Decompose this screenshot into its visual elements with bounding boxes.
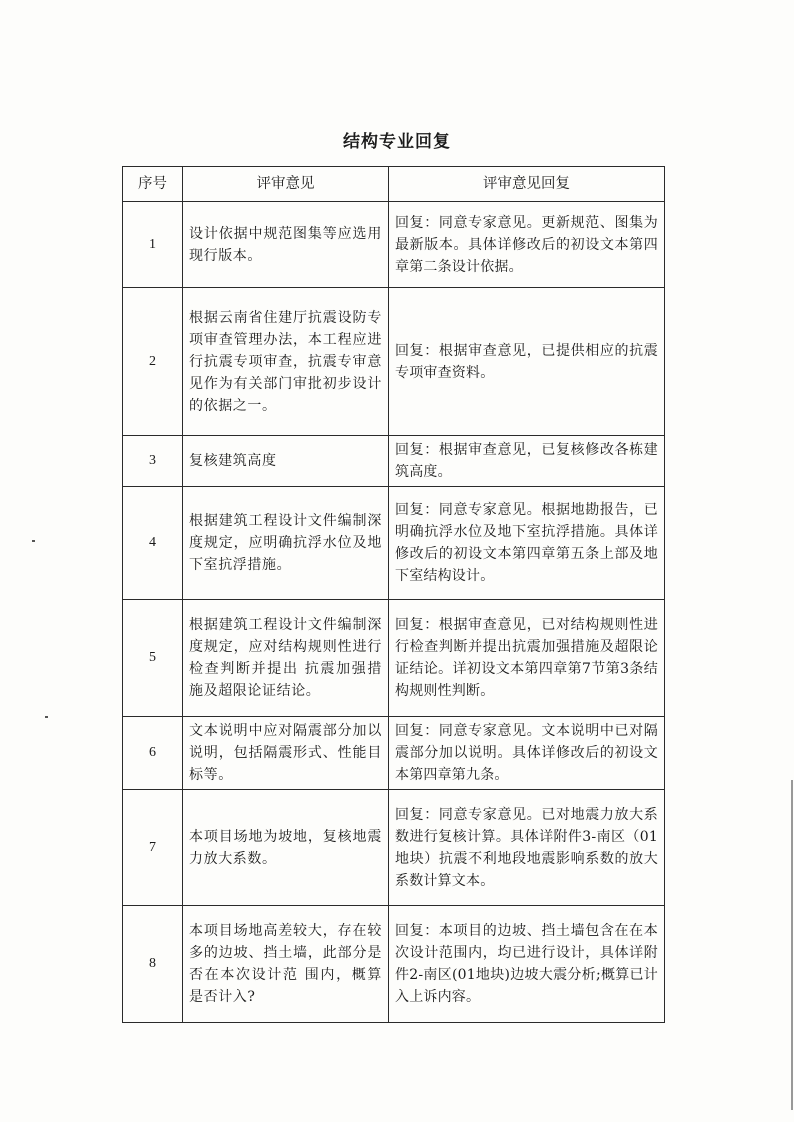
row-number: 3 (123, 436, 183, 487)
table-row (123, 717, 665, 790)
row-number: 5 (123, 600, 183, 717)
header-reply: 评审意见回复 (389, 167, 665, 202)
row-number: 7 (123, 790, 183, 906)
row-number: 6 (123, 717, 183, 790)
review-opinion: 本项目场地高差较大，存在较多的边坡、挡土墙，此部分是否在本次设计范 围内，概算是否计入? (183, 906, 389, 1023)
table-row (123, 436, 665, 487)
review-opinion: 设计依据中规范图集等应选用现行版本。 (183, 202, 389, 288)
row-number: 4 (123, 487, 183, 600)
table-row (123, 202, 665, 288)
review-reply: 回复：根据审查意见，已对结构规则性进行检查判断并提出抗震加强措施及超限论证结论。详初设文本第四章第7节第3条结构规则性判断。 (389, 600, 665, 717)
review-reply: 回复：同意专家意见。已对地震力放大系数进行复核计算。具体详附件3-南区（01地块）抗震不利地段地震影响系数的放大系数计算文本。 (389, 790, 665, 906)
review-opinion: 根据建筑工程设计文件编制深度规定，应明确抗浮水位及地下室抗浮措施。 (183, 487, 389, 600)
table-row (123, 600, 665, 717)
page-title: 结构专业回复 (343, 132, 451, 152)
review-opinion: 根据建筑工程设计文件编制深度规定，应对结构规则性进行检查判断并提出 抗震加强措施及超限论证结论。 (183, 600, 389, 717)
row-number: 1 (123, 202, 183, 288)
review-reply: 回复：根据审查意见，已复核修改各栋建筑高度。 (389, 436, 665, 487)
review-reply: 回复：同意专家意见。更新规范、图集为最新版本。具体详修改后的初设文本第四章第二条设计依据。 (389, 202, 665, 288)
scan-mark (45, 716, 48, 718)
table-row (123, 288, 665, 436)
scan-mark (791, 780, 793, 1110)
review-reply: 回复：根据审查意见，已提供相应的抗震专项审查资料。 (389, 288, 665, 436)
scan-mark (32, 540, 35, 542)
review-opinion: 根据云南省住建厅抗震设防专项审查管理办法，本工程应进行抗震专项审查，抗震专审意见作为有关部门审批初步设计的依据之一。 (183, 288, 389, 436)
table-row (123, 790, 665, 906)
review-reply: 回复：同意专家意见。根据地勘报告，已明确抗浮水位及地下室抗浮措施。具体详修改后的初设文本第四章第五条上部及地下室结构设计。 (389, 487, 665, 600)
review-opinion: 本项目场地为坡地，复核地震力放大系数。 (183, 790, 389, 906)
header-opinion: 评审意见 (183, 167, 389, 202)
review-reply: 回复：同意专家意见。文本说明中已对隔震部分加以说明。具体详修改后的初设文本第四章第九条。 (389, 717, 665, 790)
header-no: 序号 (123, 167, 183, 202)
row-number: 8 (123, 906, 183, 1023)
table-row (123, 906, 665, 1023)
row-number: 2 (123, 288, 183, 436)
table-row (123, 487, 665, 600)
review-opinion: 文本说明中应对隔震部分加以说明，包括隔震形式、性能目标等。 (183, 717, 389, 790)
review-reply: 回复：本项目的边坡、挡土墙包含在在本次设计范围内，均已进行设计，具体详附件2-南区(01地块)边坡大震分析;概算已计入上诉内容。 (389, 906, 665, 1023)
review-table (122, 166, 665, 1023)
review-opinion: 复核建筑高度 (183, 436, 389, 487)
table-header-row (123, 167, 665, 202)
